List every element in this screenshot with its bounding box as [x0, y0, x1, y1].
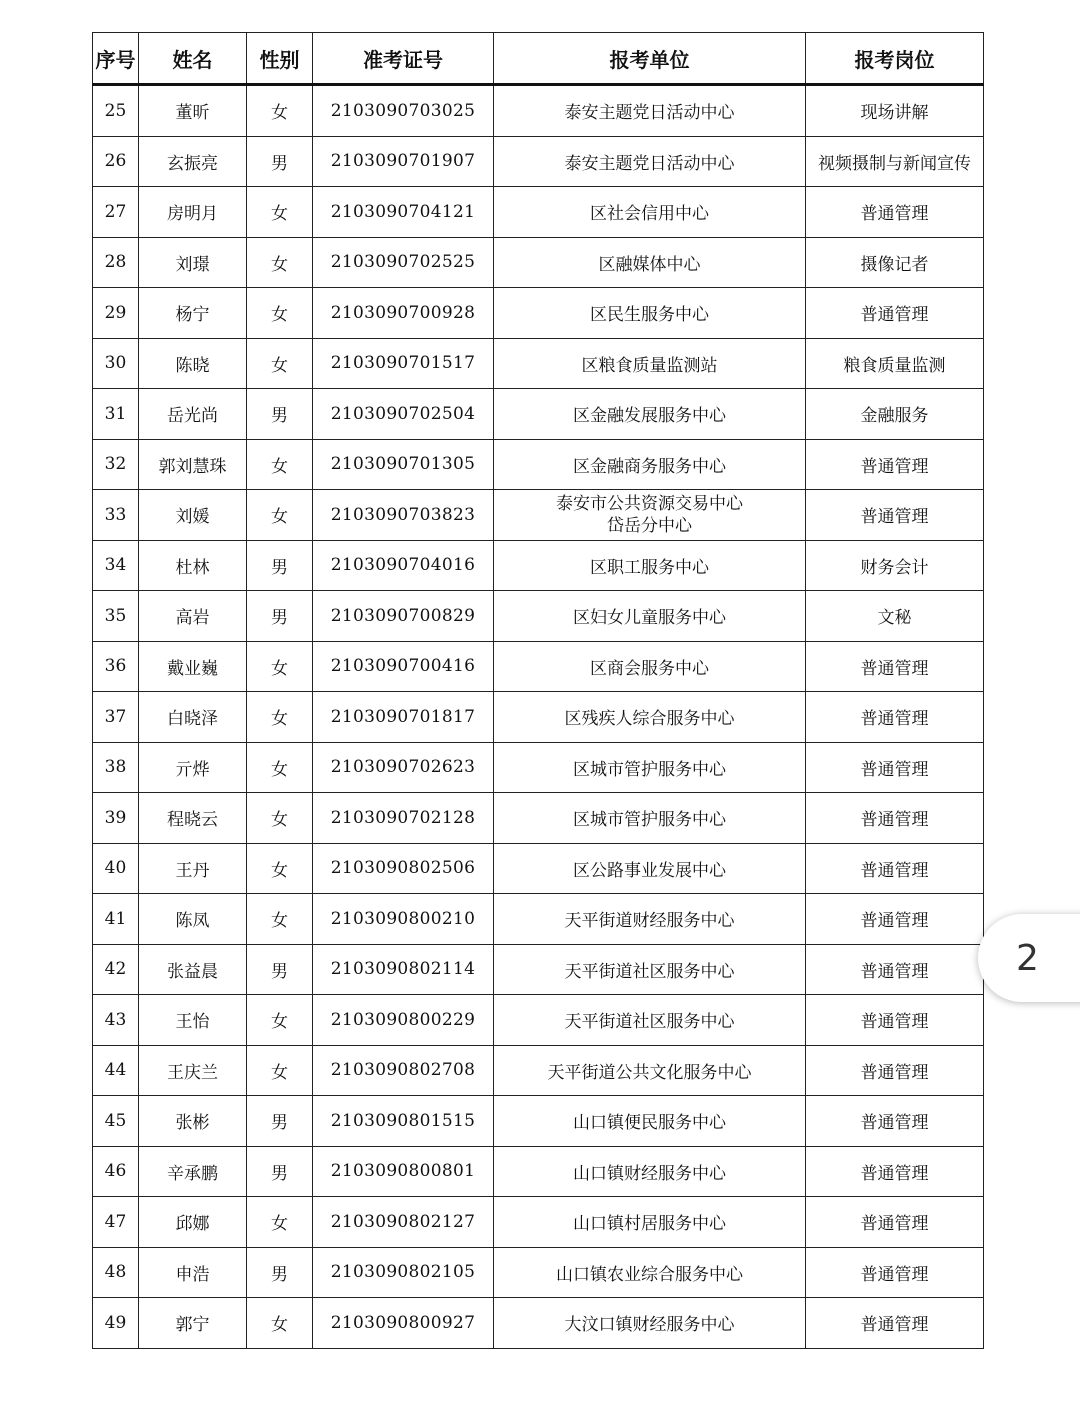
cell-unit-line: 山口镇财经服务中心 [573, 1163, 726, 1184]
cell-post: 财务会计 [806, 540, 984, 591]
cell-name: 郭宁 [139, 1298, 247, 1349]
cell-post: 普通管理 [806, 944, 984, 995]
cell-unit [494, 1298, 806, 1349]
cell-seq: 41 [93, 894, 139, 945]
table-row [93, 1298, 984, 1349]
cell-unit-line: 泰安市公共资源交易中心 [556, 493, 743, 514]
cell-post: 现场讲解 [806, 85, 984, 137]
cell-unit [494, 136, 806, 187]
cell-seq: 33 [93, 490, 139, 541]
cell-seq: 47 [93, 1197, 139, 1248]
cell-post: 普通管理 [806, 439, 984, 490]
cell-unit-line: 泰安主题党日活动中心 [564, 103, 735, 124]
cell-seq: 48 [93, 1247, 139, 1298]
cell-exam-id: 2103090800801 [313, 1146, 494, 1197]
cell-unit [494, 843, 806, 894]
table-row [93, 288, 984, 339]
table-row [93, 894, 984, 945]
cell-unit-line: 山口镇农业综合服务中心 [556, 1264, 743, 1285]
cell-name: 辛承鹏 [139, 1146, 247, 1197]
cell-post: 普通管理 [806, 641, 984, 692]
cell-gender: 女 [247, 995, 313, 1046]
cell-exam-id: 2103090704016 [313, 540, 494, 591]
table-row [93, 540, 984, 591]
header-seq: 序号 [93, 33, 139, 85]
cell-unit-line: 岱岳分中心 [607, 515, 692, 536]
table-row [93, 641, 984, 692]
cell-unit [494, 1146, 806, 1197]
cell-unit [494, 1247, 806, 1298]
cell-seq: 34 [93, 540, 139, 591]
header-gender: 性别 [247, 33, 313, 85]
cell-post: 普通管理 [806, 187, 984, 238]
cell-exam-id: 2103090700829 [313, 591, 494, 642]
cell-unit-line: 山口镇村居服务中心 [573, 1214, 726, 1235]
cell-name: 亓烨 [139, 742, 247, 793]
cell-post: 普通管理 [806, 742, 984, 793]
cell-unit-line: 区公路事业发展中心 [573, 860, 726, 881]
cell-gender: 女 [247, 641, 313, 692]
cell-name: 郭刘慧珠 [139, 439, 247, 490]
cell-unit-line: 区城市管护服务中心 [573, 759, 726, 780]
cell-unit-line: 山口镇便民服务中心 [573, 1113, 726, 1134]
cell-exam-id: 2103090701305 [313, 439, 494, 490]
cell-name: 高岩 [139, 591, 247, 642]
cell-seq: 29 [93, 288, 139, 339]
cell-exam-id: 2103090801515 [313, 1096, 494, 1147]
cell-unit [494, 793, 806, 844]
cell-gender: 女 [247, 1298, 313, 1349]
cell-unit [494, 187, 806, 238]
cell-unit-line: 区商会服务中心 [590, 658, 709, 679]
cell-unit [494, 288, 806, 339]
cell-exam-id: 2103090702623 [313, 742, 494, 793]
cell-post: 普通管理 [806, 1146, 984, 1197]
cell-post: 普通管理 [806, 843, 984, 894]
cell-gender: 女 [247, 490, 313, 541]
cell-name: 白晓泽 [139, 692, 247, 743]
cell-seq: 36 [93, 641, 139, 692]
cell-name: 戴业巍 [139, 641, 247, 692]
table-body [93, 85, 984, 1349]
cell-unit-line: 天平街道财经服务中心 [564, 911, 735, 932]
cell-unit-line: 区城市管护服务中心 [573, 810, 726, 831]
table-row [93, 187, 984, 238]
cell-gender: 女 [247, 742, 313, 793]
page-number: 2 [1016, 937, 1039, 979]
cell-name: 刘媛 [139, 490, 247, 541]
cell-seq: 35 [93, 591, 139, 642]
cell-unit-line: 区残疾人综合服务中心 [564, 709, 735, 730]
cell-gender: 男 [247, 1146, 313, 1197]
cell-gender: 女 [247, 237, 313, 288]
cell-name: 程晓云 [139, 793, 247, 844]
cell-seq: 39 [93, 793, 139, 844]
cell-unit-line: 天平街道公共文化服务中心 [547, 1062, 752, 1083]
cell-exam-id: 2103090702128 [313, 793, 494, 844]
cell-unit-line: 区职工服务中心 [590, 557, 709, 578]
cell-name: 王怡 [139, 995, 247, 1046]
cell-name: 岳光尚 [139, 389, 247, 440]
table-row [93, 490, 984, 541]
cell-name: 王丹 [139, 843, 247, 894]
table-row [93, 742, 984, 793]
cell-unit [494, 439, 806, 490]
cell-name: 董昕 [139, 85, 247, 137]
table-row [93, 1146, 984, 1197]
cell-name: 刘璟 [139, 237, 247, 288]
table-row [93, 85, 984, 137]
cell-gender: 男 [247, 1247, 313, 1298]
cell-name: 张彬 [139, 1096, 247, 1147]
cell-unit-line: 区金融商务服务中心 [573, 456, 726, 477]
cell-gender: 女 [247, 843, 313, 894]
cell-unit-line: 区粮食质量监测站 [581, 355, 718, 376]
cell-exam-id: 2103090802708 [313, 1045, 494, 1096]
cell-exam-id: 2103090802114 [313, 944, 494, 995]
table-row [93, 591, 984, 642]
cell-post: 普通管理 [806, 490, 984, 541]
cell-exam-id: 2103090702504 [313, 389, 494, 440]
cell-seq: 26 [93, 136, 139, 187]
cell-post: 普通管理 [806, 1096, 984, 1147]
header-unit: 报考单位 [494, 33, 806, 85]
cell-name: 王庆兰 [139, 1045, 247, 1096]
cell-gender: 男 [247, 540, 313, 591]
table-row [93, 843, 984, 894]
cell-unit-line: 泰安主题党日活动中心 [564, 153, 735, 174]
cell-seq: 44 [93, 1045, 139, 1096]
cell-name: 杨宁 [139, 288, 247, 339]
cell-name: 张益晨 [139, 944, 247, 995]
cell-gender: 男 [247, 1096, 313, 1147]
header-post: 报考岗位 [806, 33, 984, 85]
cell-unit-line: 区融媒体中心 [598, 254, 701, 275]
cell-gender: 男 [247, 136, 313, 187]
roster-table [92, 32, 984, 1349]
cell-unit [494, 540, 806, 591]
cell-exam-id: 2103090703823 [313, 490, 494, 541]
cell-seq: 45 [93, 1096, 139, 1147]
cell-unit [494, 1197, 806, 1248]
cell-gender: 女 [247, 1045, 313, 1096]
cell-name: 玄振亮 [139, 136, 247, 187]
cell-exam-id: 2103090702525 [313, 237, 494, 288]
cell-post: 摄像记者 [806, 237, 984, 288]
cell-unit [494, 85, 806, 137]
page-indicator[interactable] [978, 914, 1080, 1002]
table-row [93, 995, 984, 1046]
cell-name: 陈晓 [139, 338, 247, 389]
table-row [93, 692, 984, 743]
cell-unit [494, 1096, 806, 1147]
cell-unit-line: 区金融发展服务中心 [573, 406, 726, 427]
cell-unit [494, 338, 806, 389]
cell-unit [494, 1045, 806, 1096]
cell-gender: 女 [247, 793, 313, 844]
cell-seq: 28 [93, 237, 139, 288]
cell-gender: 男 [247, 591, 313, 642]
cell-name: 邱娜 [139, 1197, 247, 1248]
cell-post: 普通管理 [806, 288, 984, 339]
table-row [93, 1096, 984, 1147]
cell-exam-id: 2103090802105 [313, 1247, 494, 1298]
table-header-row [93, 33, 984, 85]
cell-exam-id: 2103090802127 [313, 1197, 494, 1248]
cell-name: 申浩 [139, 1247, 247, 1298]
cell-gender: 女 [247, 338, 313, 389]
cell-unit [494, 591, 806, 642]
cell-unit [494, 894, 806, 945]
cell-exam-id: 2103090800927 [313, 1298, 494, 1349]
header-name: 姓名 [139, 33, 247, 85]
cell-unit [494, 237, 806, 288]
cell-post: 粮食质量监测 [806, 338, 984, 389]
cell-unit [494, 692, 806, 743]
cell-unit [494, 944, 806, 995]
cell-name: 房明月 [139, 187, 247, 238]
cell-seq: 37 [93, 692, 139, 743]
cell-exam-id: 2103090802506 [313, 843, 494, 894]
cell-exam-id: 2103090701517 [313, 338, 494, 389]
cell-post: 视频摄制与新闻宣传 [806, 136, 984, 187]
table-row [93, 389, 984, 440]
cell-seq: 25 [93, 85, 139, 137]
cell-name: 杜林 [139, 540, 247, 591]
table-row [93, 1197, 984, 1248]
cell-gender: 男 [247, 389, 313, 440]
cell-seq: 27 [93, 187, 139, 238]
cell-exam-id: 2103090703025 [313, 85, 494, 137]
table-row [93, 1247, 984, 1298]
table-row [93, 338, 984, 389]
roster-sheet [92, 32, 983, 1349]
table-row [93, 793, 984, 844]
cell-post: 普通管理 [806, 793, 984, 844]
cell-seq: 31 [93, 389, 139, 440]
cell-gender: 女 [247, 85, 313, 137]
cell-exam-id: 2103090800229 [313, 995, 494, 1046]
cell-unit [494, 995, 806, 1046]
cell-exam-id: 2103090701907 [313, 136, 494, 187]
cell-gender: 女 [247, 692, 313, 743]
cell-unit-line: 天平街道社区服务中心 [564, 1012, 735, 1033]
cell-exam-id: 2103090700928 [313, 288, 494, 339]
cell-exam-id: 2103090800210 [313, 894, 494, 945]
cell-gender: 女 [247, 894, 313, 945]
cell-name: 陈凤 [139, 894, 247, 945]
cell-gender: 女 [247, 439, 313, 490]
cell-unit-line: 大汶口镇财经服务中心 [564, 1315, 735, 1336]
cell-post: 普通管理 [806, 995, 984, 1046]
cell-exam-id: 2103090700416 [313, 641, 494, 692]
table-row [93, 1045, 984, 1096]
cell-unit-line: 区妇女儿童服务中心 [573, 608, 726, 629]
cell-post: 普通管理 [806, 692, 984, 743]
table-row [93, 944, 984, 995]
cell-seq: 43 [93, 995, 139, 1046]
cell-seq: 38 [93, 742, 139, 793]
cell-post: 普通管理 [806, 1247, 984, 1298]
cell-post: 文秘 [806, 591, 984, 642]
cell-unit [494, 389, 806, 440]
cell-seq: 32 [93, 439, 139, 490]
table-row [93, 136, 984, 187]
table-row [93, 237, 984, 288]
cell-unit [494, 641, 806, 692]
cell-seq: 46 [93, 1146, 139, 1197]
cell-post: 金融服务 [806, 389, 984, 440]
cell-gender: 女 [247, 1197, 313, 1248]
cell-unit-line: 天平街道社区服务中心 [564, 961, 735, 982]
cell-seq: 49 [93, 1298, 139, 1349]
cell-unit [494, 490, 806, 541]
cell-seq: 30 [93, 338, 139, 389]
cell-unit [494, 742, 806, 793]
header-exam-id: 准考证号 [313, 33, 494, 85]
cell-exam-id: 2103090701817 [313, 692, 494, 743]
cell-gender: 女 [247, 288, 313, 339]
cell-seq: 42 [93, 944, 139, 995]
cell-seq: 40 [93, 843, 139, 894]
cell-gender: 女 [247, 187, 313, 238]
table-row [93, 439, 984, 490]
cell-post: 普通管理 [806, 1298, 984, 1349]
cell-unit-line: 区民生服务中心 [590, 305, 709, 326]
cell-exam-id: 2103090704121 [313, 187, 494, 238]
cell-gender: 男 [247, 944, 313, 995]
cell-unit-line: 区社会信用中心 [590, 204, 709, 225]
cell-post: 普通管理 [806, 1197, 984, 1248]
cell-post: 普通管理 [806, 894, 984, 945]
cell-post: 普通管理 [806, 1045, 984, 1096]
